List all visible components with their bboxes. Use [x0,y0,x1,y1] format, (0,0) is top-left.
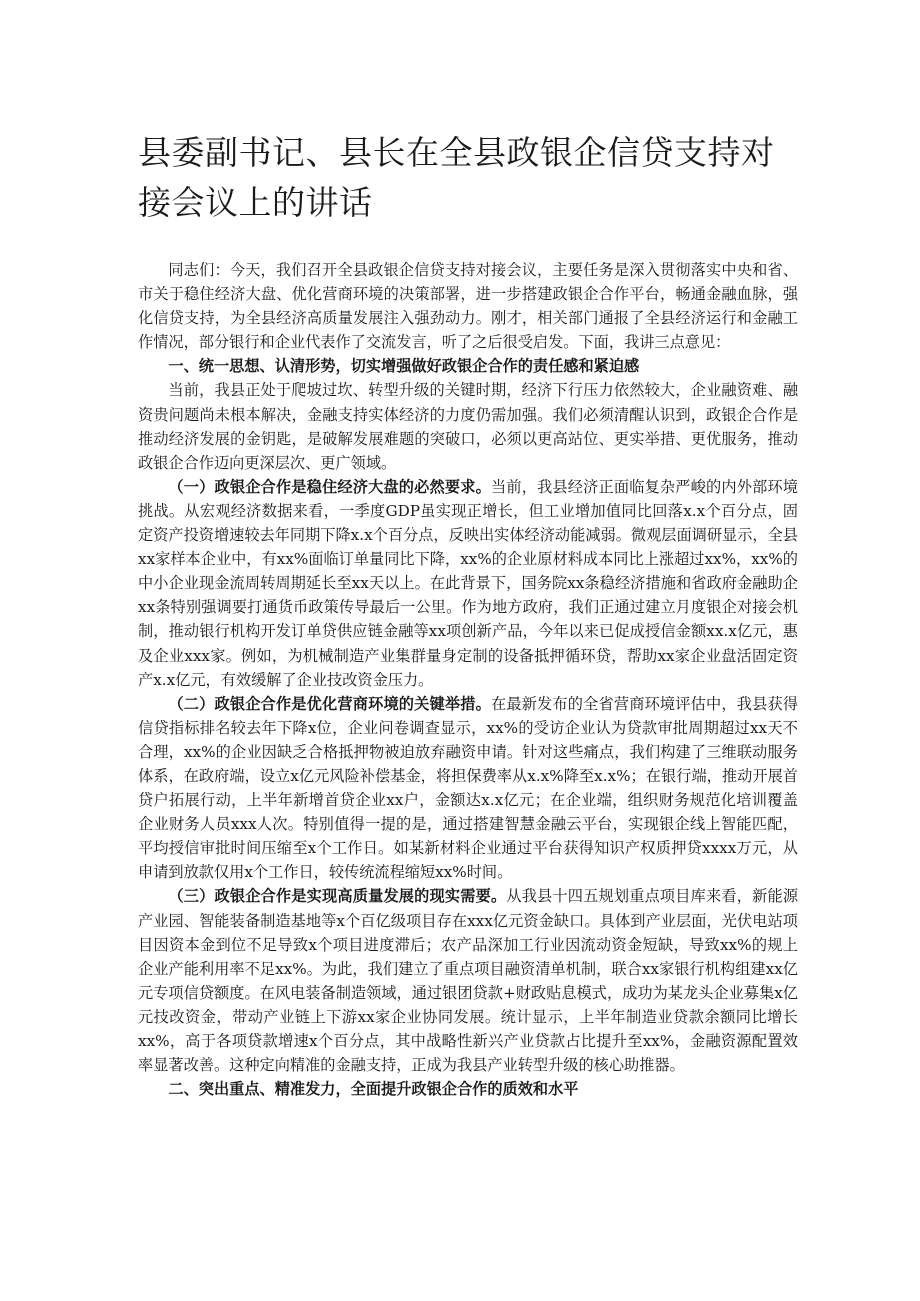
section-1-point-3 [138,884,798,1077]
point-2-heading: （二）政银企合作是优化营商环境的关键举措。 [168,694,491,713]
section-2-heading: 二、突出重点、精准发力，全面提升政银企合作的质效和水平 [168,1080,579,1099]
document-title: 县委副书记、县长在全县政银企信贷支持对接会议上的讲话 [138,133,775,222]
section-1-intro: 当前，我县正处于爬坡过坎、转型升级的关键时期，经济下行压力依然较大，企业融资难、融资贵问题尚未根本解决，金融支持实体经济的力度仍需加强。我们必须清醒认识到，政银企合作是推动经济发展的金钥匙，是破解发展难题的突破口，必须以更高站位、更实举措、更优服务，推动政银企合作迈向更深层次、更广领域。 [138,381,798,472]
section-1-point-2 [138,692,798,885]
intro-paragraph: 同志们：今天，我们召开全县政银企信贷支持对接会议，主要任务是深入贯彻落实中央和省、市关于稳住经济大盘、优化营商环境的决策部署，进一步搭建政银企合作平台，畅通金融血脉，强化信贷支持，为全县经济高质量发展注入强劲动力。刚才，相关部门通报了全县经济运行和金融工作情况，部分银行和企业代表作了交流发言，听了之后很受启发。下面，我讲三点意见： [138,261,798,352]
point-2-body: 在最新发布的全省营商环境评估中，我县获得信贷指标排名较去年下降x位，企业问卷调查显示，xx%的受访企业认为贷款审批周期超过xx天不合理，xx%的企业因缺乏合格抵押物被迫放弃融资申请。针对这些痛点，我们构建了三维联动服务体系，在政府端，设立x亿元风险补偿基金，将担保费率从x.x%降至x.x%；在银行端，推动开展首贷户拓展行动，上半年新增首贷企业xx户，金额达x.x亿元；在企业端，组织财务规范化培训覆盖企业财务人员xxx人次。特别值得一提的是，通过搭建智慧金融云平台，实现银企线上智能匹配，平均授信审批时间压缩至x个工作日。如某新材料企业通过平台获得知识产权质押贷xxxx万元，从申请到放款仅用x个工作日，较传统流程缩短xx%时间。 [138,694,799,882]
point-1-heading: （一）政银企合作是稳住经济大盘的必然要求。 [168,477,491,496]
document-page [138,128,798,1101]
section-1-heading: 一、统一思想、认清形势，切实增强做好政银企合作的责任感和紧迫感 [168,357,640,376]
point-3-heading: （三）政银企合作是实现高质量发展的现实需要。 [168,887,507,906]
section-1-point-1 [138,475,798,692]
point-3-body: 从我县十四五规划重点项目库来看，新能源产业园、智能装备制造基地等x个百亿级项目存在xxx亿元资金缺口。具体到产业层面，光伏电站项目因资本金到位不足导致x个项目进度滞后；农产品深加工行业因流动资金短缺，导致xx%的规上企业产能利用率不足xx%。为此，我们建立了重点项目融资清单机制，联合xx家银行机构组建xx亿元专项信贷额度。在风电装备制造领域，通过银团贷款+财政贴息模式，成功为某龙头企业募集x亿元技改资金，带动产业链上下游xx家企业协同发展。统计显示，上半年制造业贷款余额同比增长xx%，高于各项贷款增速x个百分点，其中战略性新兴产业贷款占比提升至xx%，金融资源配置效率显著改善。这种定向精准的金融支持，正成为我县产业转型升级的核心助推器。 [138,887,799,1075]
point-1-body: 当前，我县经济正面临复杂严峻的内外部环境挑战。从宏观经济数据来看，一季度GDP虽实现正增长，但工业增加值同比回落x.x个百分点，固定资产投资增速较去年同期下降x.x个百分点，反映出实体经济动能减弱。微观层面调研显示，全县xx家样本企业中，有xx%面临订单量同比下降，xx%的企业原材料成本同比上涨超过xx%，xx%的中小企业现金流周转周期延长至xx天以上。在此背景下，国务院xx条稳经济措施和省政府金融助企xx条特别强调要打通货币政策传导最后一公里。作为地方政府，我们正通过建立月度银企对接会机制，推动银行机构开发订单贷供应链金融等xx项创新产品，今年以来已促成授信金额xx.x亿元，惠及企业xxx家。例如，为机械制造产业集群量身定制的设备抵押循环贷，帮助xx家企业盘活固定资产x.x亿元，有效缓解了企业技改资金压力。 [138,477,799,689]
